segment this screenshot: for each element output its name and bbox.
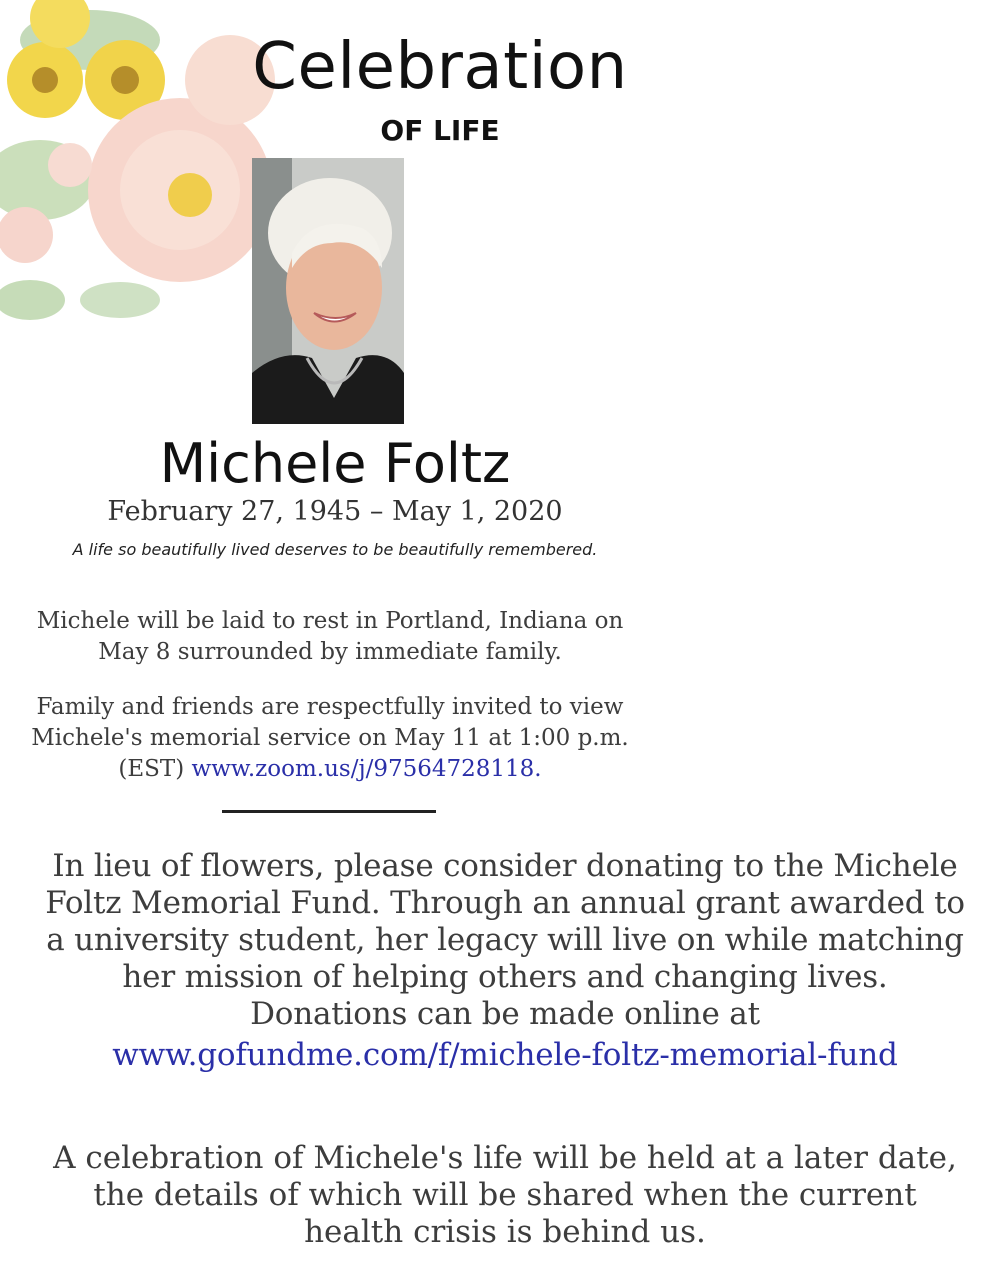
service-paragraph [10, 692, 650, 785]
zoom-link-tail: 8. [519, 756, 542, 782]
page-subtitle: OF LIFE [380, 114, 500, 147]
donation-text: In lieu of flowers, please consider donating to the Michele Foltz Memorial Fund. Through an annual grant awarded to a university student, her legacy will live on while matching her mission of helping others and changing lives. Donations can be made online at [45, 848, 965, 1032]
person-name: Michele Foltz [159, 432, 511, 495]
zoom-link[interactable]: www.zoom.us/j/9756472811 [191, 756, 520, 782]
divider [222, 810, 436, 813]
service-text: Family and friends are respectfully invited to view Michele's memorial service on May 11 at 1:00 p.m. (EST) [31, 694, 629, 782]
closing-paragraph: A celebration of Michele's life will be held at a later date, the details of which will be shared when the current health crisis is behind us. [53, 1140, 957, 1250]
page-title: Celebration [252, 30, 628, 104]
donation-paragraph [40, 848, 970, 1074]
portrait-photo [252, 158, 404, 424]
tagline: A life so beautifully lived deserves to be beautifully remembered. [72, 540, 598, 559]
burial-paragraph: Michele will be laid to rest in Portland, Indiana on May 8 surrounded by immediate family. [36, 608, 624, 665]
life-dates: February 27, 1945 – May 1, 2020 [107, 496, 563, 527]
gofundme-link[interactable]: www.gofundme.com/f/michele-foltz-memorial-fund [112, 1037, 898, 1073]
